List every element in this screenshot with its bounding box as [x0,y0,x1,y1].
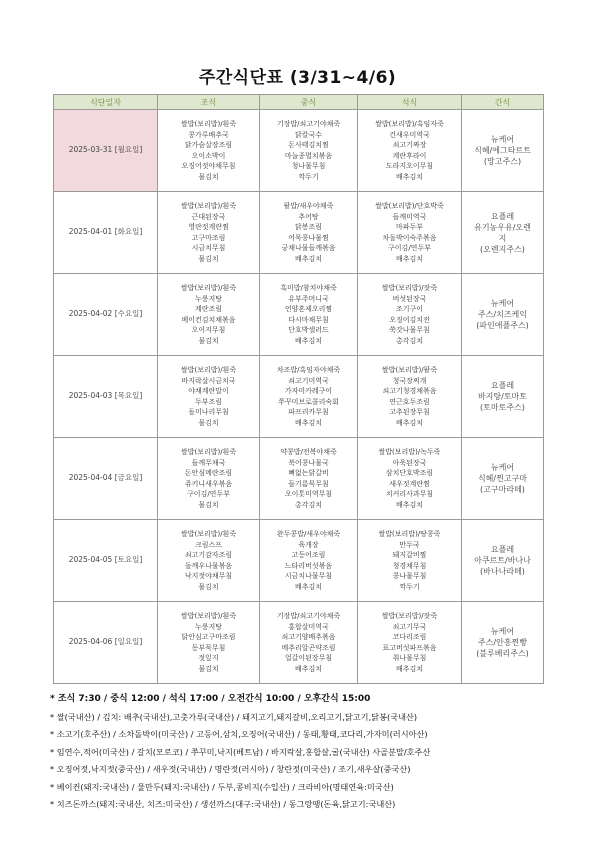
menu-item: 지 [498,233,507,243]
menu-item: 식혜/에그타르트 [474,146,531,155]
menu-item: 아욱된장국 [392,458,427,467]
menu-item: 쇠고기감자조림 [184,551,233,559]
menu-item: 쌀밥(보리밥)/단호박죽 [375,202,444,210]
menu-item: 배추김치 [395,664,424,673]
menu-lunch-cell [260,438,358,520]
menu-item: 유부주머니국 [288,294,329,303]
origin-line: * 쌀(국내산) / 김치: 배추(국내산),고춧가루(국내산) / 돼지고기,돼지갈비,오리고기,닭고기,닭봉(국내산) [50,711,418,722]
menu-lunch-cell [260,520,358,602]
menu-item: 코다리조림 [392,633,427,641]
menu-item: 깍두기 [399,582,420,591]
menu-item: 쌀밥(보리밥)/잣죽 [381,612,438,620]
origin-line: * 베이컨(돼지:국내산) / 물만두(돼지:국내산) / 두부,콩비지(수입산) / 크라비아(명태연육:미국산) [50,781,394,792]
origin-line: * 소고기(호주산) / 소차돌박이(미국산) / 고등어,삼치,오징어(국내산) / 동태,황태,코다리,가자미(러시아산) [50,729,428,739]
menu-item: 쇠고기청경채볶음 [382,387,437,395]
menu-item: (오렌지주스) [480,244,525,254]
menu-item: 표고버섯파프볶음 [382,643,437,652]
menu-item: 메추리알곤약조림 [281,643,336,652]
menu-item: 고추된장무침 [389,408,430,416]
menu-item: 느타리버섯볶음 [284,561,333,570]
menu-item: 쌀밥(보리밥)/흰죽 [180,202,237,210]
menu-item: 오이지무침 [191,326,226,334]
menu-date: 2025-04-04 [금요일] [54,438,158,520]
origin-line: * 임연수,적어(미국산) / 갈치(모로코) / 쭈꾸미,낙지(베트남) / 바지락살,홍합살,굴(국내산) 사골분말/호주산 [50,746,431,757]
menu-breakfast-cell [158,274,260,356]
menu-item: 언양혼제오리찜 [284,305,333,313]
menu-item: 쌀밥(보리밥)/흰죽 [180,366,237,374]
menu-item: 궁채나물들깨볶음 [281,244,336,252]
menu-item: 오징어젓야채무침 [181,162,236,170]
menu-dinner-cell [358,520,462,602]
menu-item: 물김치 [198,500,219,509]
menu-item: 베이컨김치채볶음 [181,315,236,324]
origin-line: * 오징어젓,낙지젓(중국산) / 새우젓(국내산) / 명란젓(러시아) / 창란젓(미국산) / 조기,새우살(중국산) [50,764,411,774]
table-row [54,438,544,520]
menu-item: 물김치 [198,172,219,181]
menu-date: 2025-04-01 [화요일] [54,192,158,274]
menu-item: 주스/안흥찐빵 [477,638,528,647]
menu-item: 고구마조림 [191,233,226,242]
menu-item: 돌깨우나물볶음 [184,561,233,570]
menu-item: 닭봉조림 [294,223,323,231]
menu-item: 흑미밥/참치야채죽 [280,284,337,292]
menu-item: 삼치단호박조림 [385,469,434,477]
menu-item: 쌀밥(보리밥)/흰죽 [180,612,237,620]
origin-line: * 치즈돈까스(돼지:국내산, 치즈:미국산) / 생선까스(대구:국내산) / 동그랑땡(돈육,닭고기:국내산) [50,799,396,809]
menu-item: 단호박샐러드 [288,326,329,334]
menu-item: 쌀밥(보리밥)/흑임자죽 [375,120,444,128]
menu-item: 구이김/연두부 [388,244,431,252]
menu-item: 바지락살시금치국 [181,376,236,385]
menu-item: 육개장 [298,540,319,549]
menu-item: (고구마라떼) [480,485,525,494]
menu-date: 2025-04-06 [일요일] [54,602,158,684]
menu-item: (블루베리주스) [476,649,529,658]
menu-item: 쌀밥(보리밥)/팥죽 [381,366,438,374]
menu-item: 쇠고기양배추볶음 [281,633,336,641]
menu-item: 콩나물무침 [392,572,427,580]
menu-item: 식혜/찐고구마 [477,474,528,483]
menu-item: 쌀밥(보리밥)/흰죽 [180,530,237,538]
menu-item: 주스/치즈케익 [477,310,528,319]
menu-item: 쌀밥(보리밥)/흰죽 [180,448,237,456]
menu-item: 어묵콩나물찜 [288,233,329,242]
menu-item: 다시마채무침 [288,315,329,324]
menu-item: 오이소박이 [191,151,226,160]
menu-item: 물김치 [198,418,219,427]
menu-item: 돈사태김치찜 [288,141,329,149]
menu-snack-cell [462,356,544,438]
origin-info [50,709,570,814]
menu-item: 청나물무침 [291,162,326,170]
menu-item: 요플레 [490,545,515,554]
menu-item: 치커리사과무침 [385,490,434,498]
menu-item: 배추김치 [294,664,323,673]
menu-item: 북어콩나물국 [288,458,329,467]
menu-item: 쌀밥(보리밥)/흰죽 [180,120,237,128]
menu-item: 크림스프 [194,540,223,549]
menu-item: 물김치 [198,664,219,673]
menu-item: 유기농우유/오렌 [474,222,531,232]
menu-item: 배추김치 [294,418,323,427]
menu-item: 조기구이 [395,305,424,313]
menu-item: 물김치 [198,336,219,345]
menu-item: 뉴케어 [490,627,515,636]
meal-times: * 조식 7:30 / 중식 12:00 / 석식 17:00 / 오전간식 10:00 / 오후간식 15:00 [50,694,371,704]
menu-item: 누룽지탕 [194,294,223,303]
menu-item: 추어탕 [298,212,319,221]
menu-item: 두부조림 [194,397,223,406]
table-row [54,602,544,684]
menu-snack-cell [462,110,544,192]
menu-item: 총각김치 [395,336,424,345]
menu-item: 배추김치 [395,500,424,509]
menu-item: 배추김치 [395,254,424,263]
menu-item: 쇠고기짜장 [392,141,427,149]
menu-lunch-cell [260,602,358,684]
menu-item: 깍두기 [298,172,319,181]
menu-item: (토마토주스) [480,403,525,412]
menu-item: 동부묵무침 [191,643,226,652]
menu-item: 구이김/연두부 [187,490,230,498]
menu-lunch-cell [260,356,358,438]
menu-item: 쇠고기무국 [392,622,427,631]
menu-lunch-cell [260,192,358,274]
menu-breakfast-cell [158,110,260,192]
menu-item: 닭가슴살장조림 [184,141,233,149]
menu-snack-cell [462,274,544,356]
menu-item: 가자미카레구이 [284,387,333,395]
table-row [54,520,544,602]
menu-date: 2025-04-02 [수요일] [54,274,158,356]
menu-breakfast-cell [158,520,260,602]
menu-date: 2025-04-03 [목요일] [54,356,158,438]
menu-item: 젓잎지 [198,654,219,662]
menu-snack-cell [462,192,544,274]
menu-item: 배추김치 [294,582,323,591]
header-lunch: 중식 [260,95,358,110]
menu-item: 총각김치 [294,500,323,509]
menu-item: 뼈없는닭갈비 [288,469,329,477]
menu-dinner-cell [358,192,462,274]
menu-breakfast-cell [158,438,260,520]
menu-item: 요플레 [490,211,515,221]
menu-item: 시금치나물무침 [284,572,333,580]
menu-item: 기장밥/쇠고기야채죽 [276,120,341,128]
menu-lunch-cell [260,274,358,356]
menu-dinner-cell [358,274,462,356]
menu-lunch-cell [260,110,358,192]
menu-item: 팥밥/새우야채죽 [283,202,334,210]
menu-snack-cell [462,602,544,684]
menu-item: 청경채무침 [392,561,427,570]
menu-item: 파프리카무침 [288,408,329,416]
table-header-row [54,95,544,110]
menu-item: 마파두부 [395,223,424,231]
menu-item: 물김치 [198,582,219,591]
page-title: 주간식단표 (3/31~4/6) [198,68,397,88]
menu-item: 홍합살미역국 [288,622,329,631]
menu-item: 뉴케어 [490,299,515,308]
menu-item: 쇠고기미역국 [288,376,329,385]
header-date: 식단일자 [54,95,158,110]
menu-item: 쌀밥(보리밥)/잣죽 [381,284,438,292]
table-row [54,356,544,438]
table-row [54,192,544,274]
menu-item: 뉴케어 [490,463,515,472]
menu-item: 쌀밥(보리밥)/땅콩죽 [378,530,441,538]
menu-item: 쌀밥(보리밥)/녹두죽 [378,448,441,456]
menu-item: 얼갈이된장무침 [284,654,333,662]
menu-item: 차돌박이숙주볶음 [382,233,437,242]
menu-item: 누룽지탕 [194,622,223,631]
menu-item: 돼지갈비찜 [392,551,427,559]
menu-breakfast-cell [158,602,260,684]
menu-item: 배추김치 [294,336,323,345]
menu-item: 쭈꾸미브로콜리숙회 [278,397,339,406]
menu-item: 쌀밥(보리밥)/흰죽 [180,284,237,292]
menu-item: 만두국 [399,540,420,549]
menu-item: 들깨미역국 [392,212,427,221]
menu-date: 2025-03-31 [월요일] [54,110,158,192]
menu-item: 배추김치 [395,172,424,181]
menu-item: 쑥갓나물무침 [389,326,430,334]
menu-dinner-cell [358,356,462,438]
menu-item: 돌미나리무침 [188,408,229,416]
menu-item: 물김치 [198,254,219,263]
header-snack: 간식 [462,95,544,110]
menu-item: 배추김치 [395,418,424,427]
menu-item: 근대된장국 [191,212,226,221]
menu-item: 계란후라이 [392,151,427,160]
menu-item: 아쿠르트/바나나 [474,556,531,565]
menu-item: 들기름묵무침 [288,479,329,488]
menu-item: 고등어조림 [291,551,326,559]
menu-item: 약콩밥/전복야채죽 [280,448,337,456]
menu-snack-cell [462,520,544,602]
menu-dinner-cell [358,438,462,520]
menu-body [54,110,544,684]
menu-item: 쥬키니새우볶음 [184,479,233,488]
menu-snack-cell [462,438,544,520]
header-breakfast: 조식 [158,95,260,110]
menu-item: 닭칼국수 [294,130,323,139]
menu-date: 2025-04-05 [토요일] [54,520,158,602]
menu-item: 기장밥/쇠고기야채죽 [276,612,341,620]
menu-item: (바나나라떼) [480,567,525,576]
menu-item: 차조밥/흑임자야채죽 [276,366,341,374]
weekly-menu-table [53,94,544,684]
menu-item: 취나물무침 [392,654,427,662]
menu-item: 바지탕/토마토 [477,392,528,401]
menu-breakfast-cell [158,192,260,274]
menu-item: 시금치무침 [191,244,226,252]
menu-item: (망고주스) [483,157,522,166]
menu-dinner-cell [358,602,462,684]
header-dinner: 석식 [358,95,462,110]
table-row [54,274,544,356]
menu-item: 연근호두조림 [389,397,430,406]
menu-item: 돈안심메란조림 [184,469,233,477]
menu-item: 오징어김치전 [389,315,430,324]
table-row [54,110,544,192]
menu-item: 계란조림 [194,305,223,313]
menu-item: 영란젓계란찜 [188,223,229,231]
menu-item: 오이톳미역무침 [284,490,333,498]
menu-item: 건새우미역국 [389,130,430,139]
menu-item: 청국장찌개 [392,376,427,385]
menu-item: 야채계란말이 [188,387,229,395]
menu-dinner-cell [358,110,462,192]
menu-item: (파인애플주스) [476,321,529,330]
menu-breakfast-cell [158,356,260,438]
menu-item: 배추김치 [294,254,323,263]
menu-item: 낙지젓야채무침 [184,572,233,580]
menu-item: 완두콩밥/새우야채죽 [276,530,341,538]
menu-item: 들깨무채국 [191,458,226,467]
menu-item: 뉴케어 [490,135,515,144]
menu-item: 새우젓계란찜 [389,479,430,488]
menu-item: 요플레 [490,381,515,390]
menu-item: 콩가루배추국 [188,130,229,139]
notes-section [50,691,570,814]
menu-item: 버섯된장국 [392,294,427,303]
menu-item: 마늘종멸치볶음 [284,151,333,160]
menu-item: 도라지오이무침 [385,162,434,170]
menu-item: 닭안심고구마조림 [181,633,236,641]
